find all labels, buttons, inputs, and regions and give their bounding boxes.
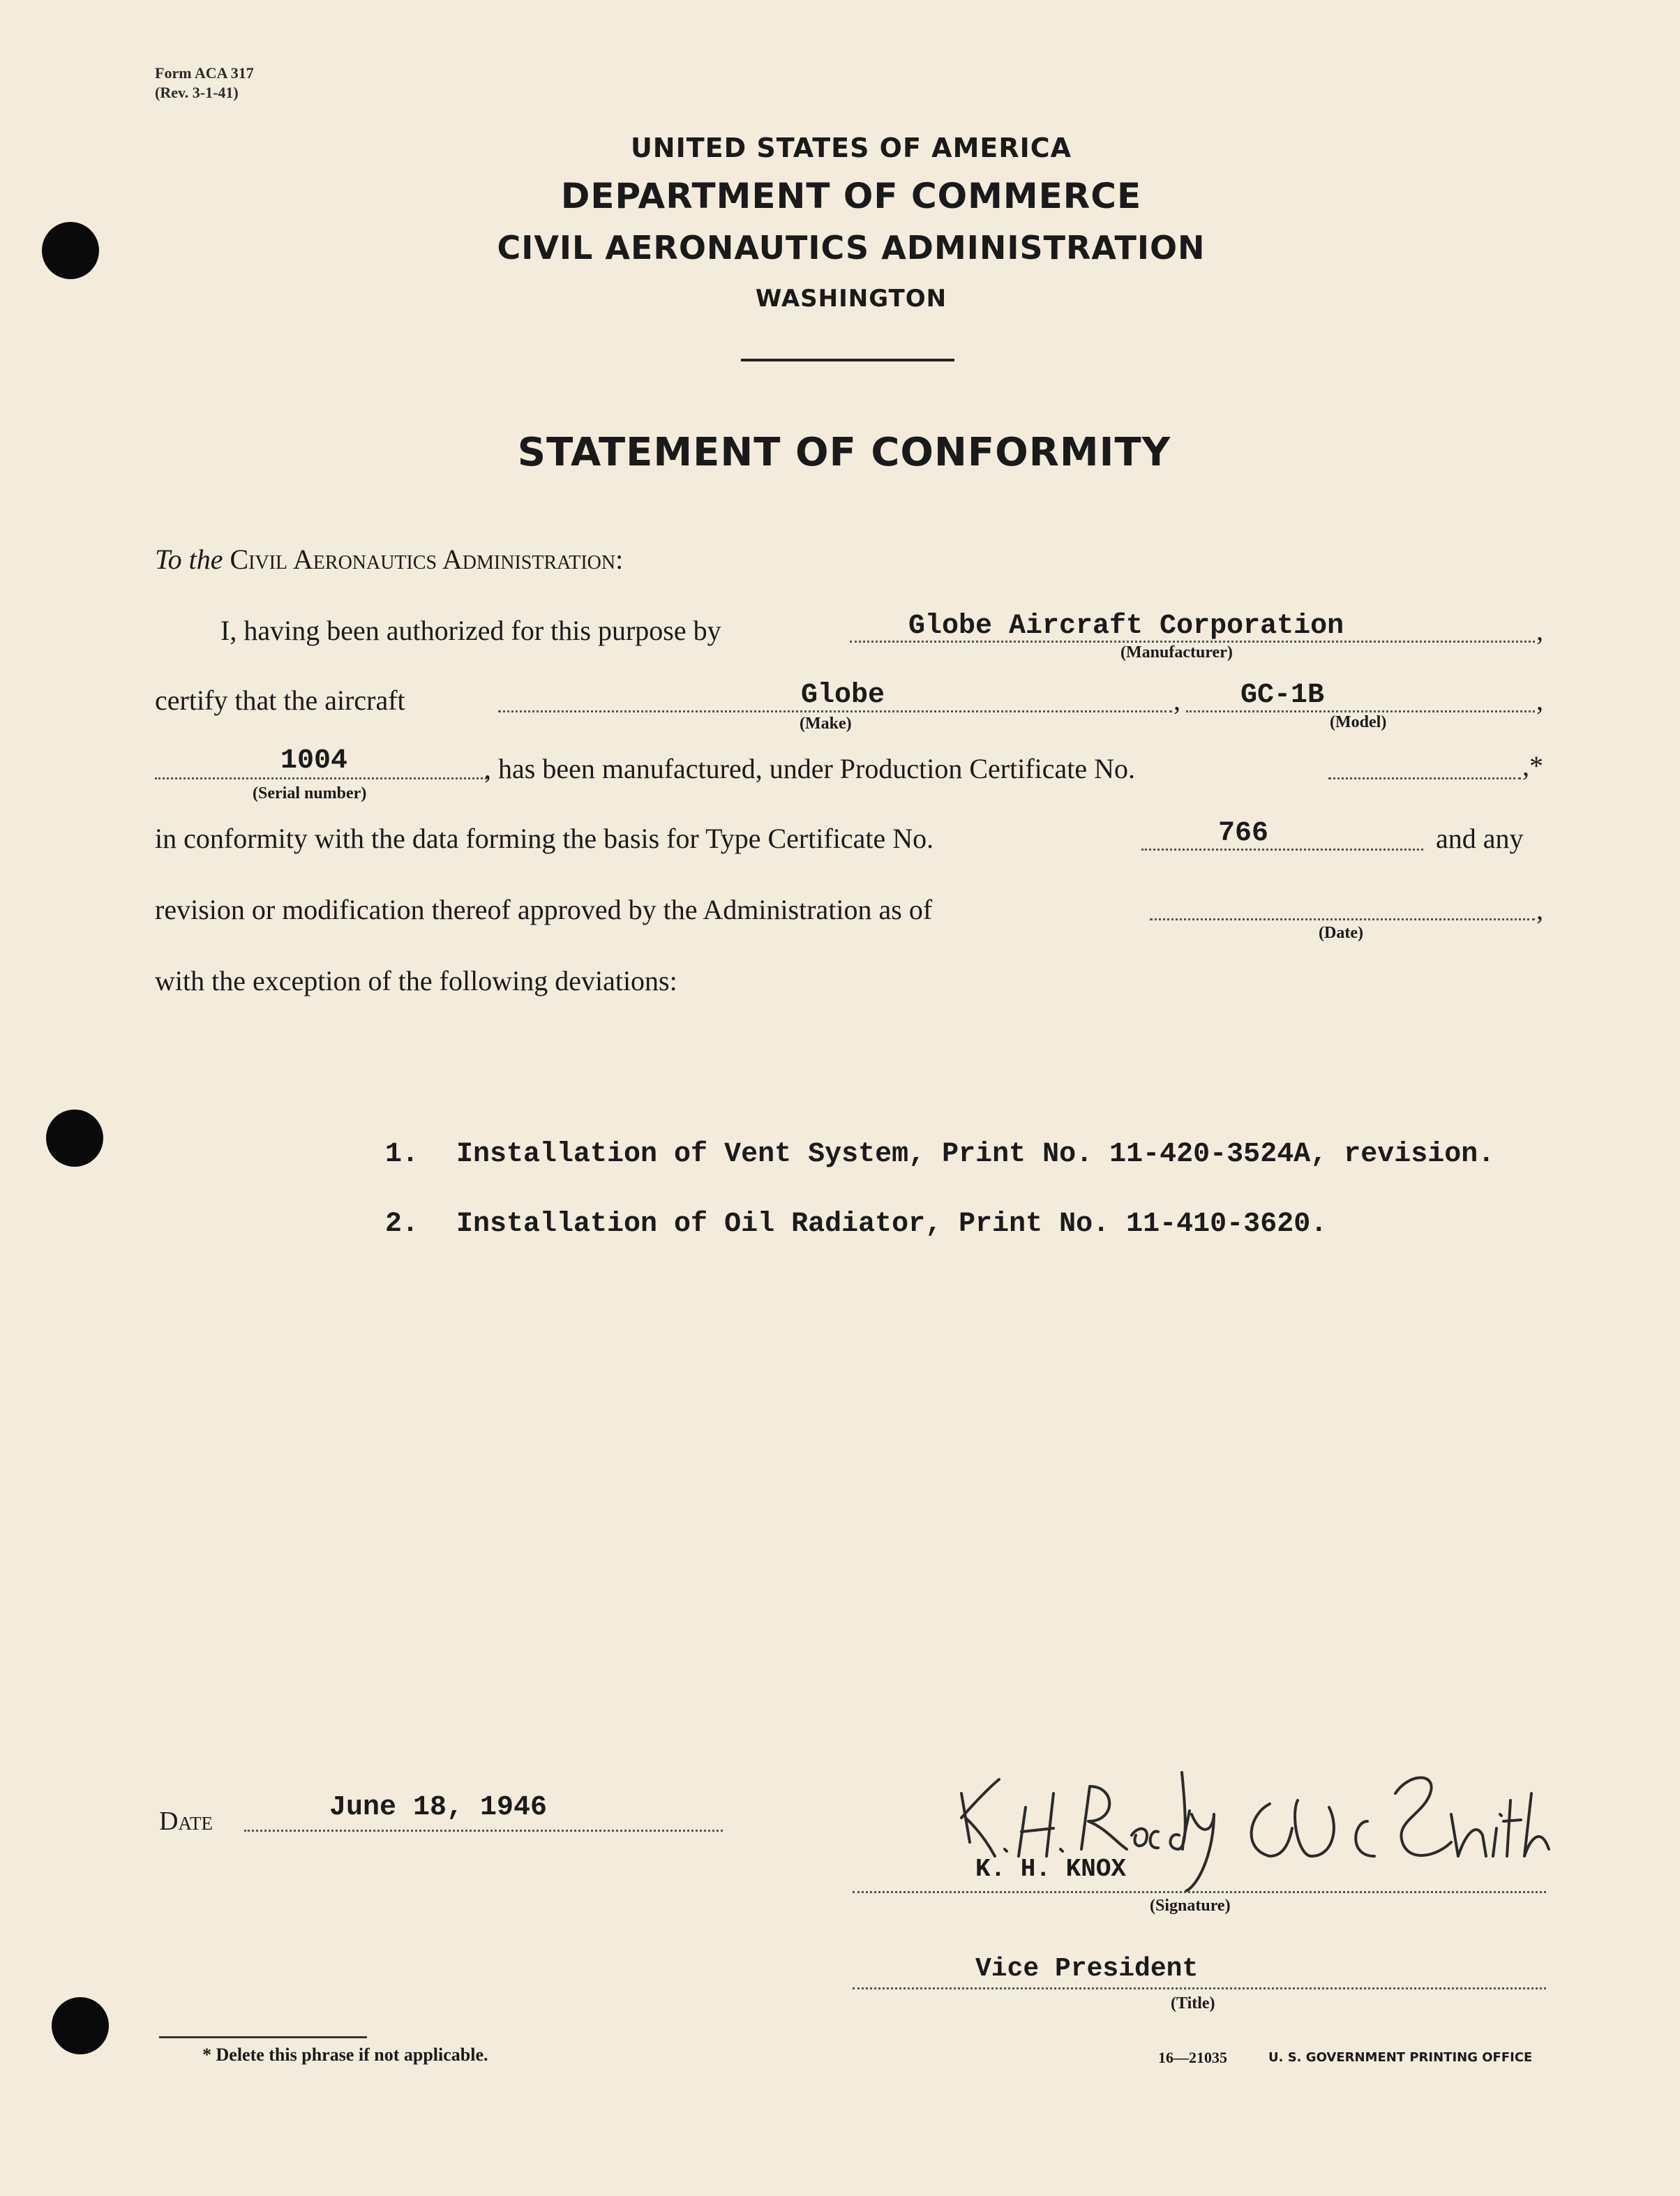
header-agency: CIVIL AERONAUTICS ADMINISTRATION [497, 229, 1206, 267]
serial-label: (Serial number) [253, 784, 367, 802]
body-line-4: in conformity with the data forming the basis for Type Certificate No. [155, 823, 934, 854]
footer-date-field-line [244, 1830, 723, 1832]
make-label: (Make) [800, 715, 852, 733]
footer-date-label: Date [159, 1807, 213, 1836]
binder-hole-bottom [52, 1997, 109, 2054]
body-line-4-end: and any [1436, 823, 1524, 854]
footnote: * Delete this phrase if not applicable. [202, 2045, 488, 2065]
title-field-line [853, 1987, 1546, 1989]
type-cert-field-line [1141, 849, 1423, 851]
footer-date-value: June 18, 1946 [329, 1792, 548, 1823]
model-value: GC-1B [1240, 680, 1325, 711]
approval-date-field-line [1150, 918, 1535, 920]
serial-value: 1004 [280, 745, 348, 777]
salutation-addressee: Civil Aeronautics Administration [230, 544, 616, 575]
printer-office: U. S. GOVERNMENT PRINTING OFFICE [1268, 2050, 1533, 2065]
comma-3: , [1536, 685, 1543, 716]
manufacturer-value: Globe Aircraft Corporation [908, 611, 1344, 642]
printer-code: 16—21035 [1158, 2049, 1227, 2066]
approval-date-label: (Date) [1319, 924, 1363, 942]
signer-title-value: Vice President [975, 1954, 1199, 1984]
deviation-1-number: 1. [385, 1139, 419, 1170]
body-line-3: , has been manufactured, under Production Certificate No. [484, 753, 1136, 784]
signer-name: K. H. KNOX [975, 1855, 1127, 1883]
comma-4: , [1536, 894, 1543, 925]
comma-asterisk: ,* [1522, 750, 1543, 782]
production-cert-field-line [1328, 777, 1521, 779]
salutation [155, 543, 623, 576]
body-line-2: certify that the aircraft [155, 685, 405, 716]
title-label: (Title) [1171, 1994, 1215, 2012]
make-value: Globe [801, 680, 885, 711]
footnote-divider [159, 2036, 367, 2038]
serial-field-line [155, 777, 487, 779]
handwritten-signature [949, 1745, 1577, 1912]
header-country: UNITED STATES OF AMERICA [630, 133, 1072, 163]
binder-hole-middle [46, 1110, 103, 1167]
header-city: WASHINGTON [755, 285, 947, 313]
model-field-line [1186, 710, 1535, 712]
comma-1: , [1536, 615, 1543, 646]
manufacturer-label: (Manufacturer) [1120, 643, 1233, 662]
form-number: Form ACA 317 [155, 64, 254, 82]
deviation-2-text: Installation of Oil Radiator, Print No. 11-410-3620. [456, 1209, 1328, 1240]
deviation-1-text: Installation of Vent System, Print No. 11-420-3524A, revision. [456, 1139, 1495, 1170]
header-divider [741, 359, 954, 361]
body-line-5: revision or modification thereof approved by the Administration as of [155, 894, 933, 925]
model-label: (Model) [1330, 713, 1387, 731]
body-line-6: with the exception of the following deviations: [155, 965, 677, 996]
signature-field-line [853, 1891, 1546, 1893]
salutation-prefix: To the [155, 544, 223, 575]
comma-2: , [1173, 685, 1180, 716]
document-title: STATEMENT OF CONFORMITY [517, 430, 1171, 475]
form-revision: (Rev. 3-1-41) [155, 84, 239, 101]
type-cert-value: 766 [1218, 818, 1269, 849]
signature-label: (Signature) [1150, 1897, 1231, 1915]
deviation-2-number: 2. [385, 1209, 419, 1240]
salutation-suffix: : [615, 544, 624, 575]
header-department: DEPARTMENT OF COMMERCE [560, 176, 1142, 216]
body-line-1: I, having been authorized for this purpose by [220, 615, 721, 646]
